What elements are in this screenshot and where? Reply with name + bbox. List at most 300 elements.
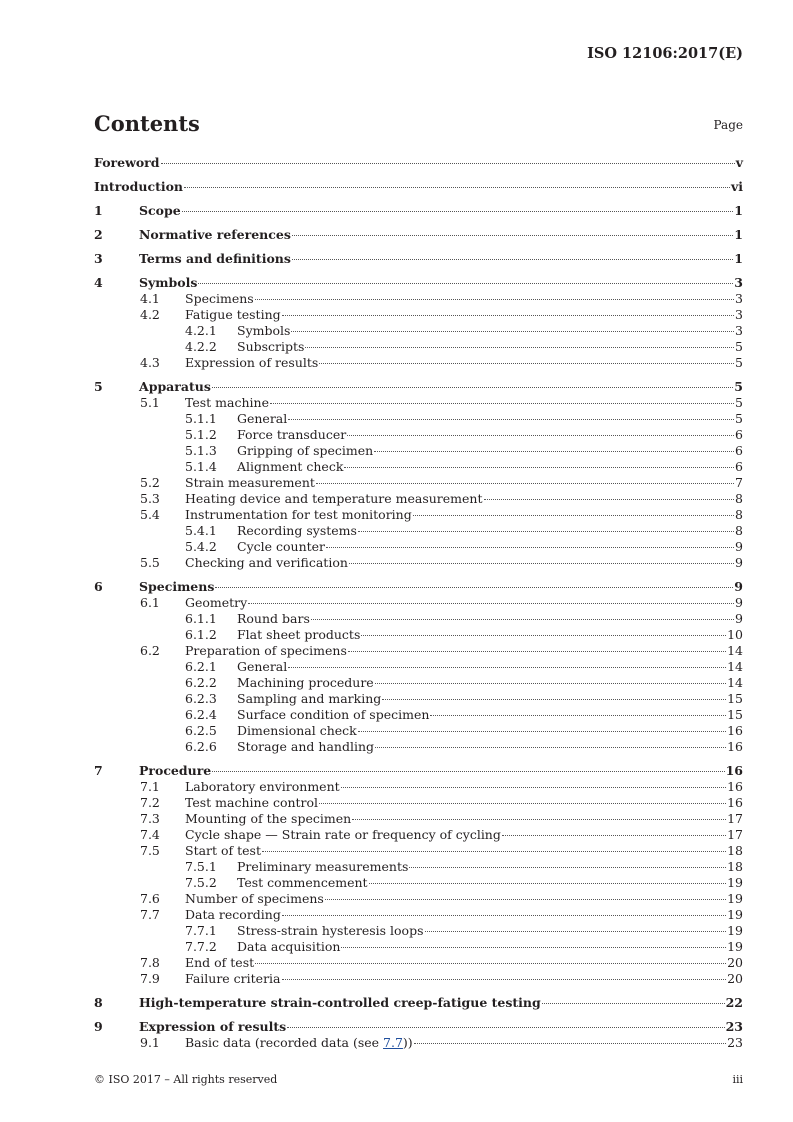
toc-entry-line — [237, 659, 743, 675]
toc-entry-line — [139, 1019, 743, 1035]
toc-entry-number: 7.7 — [140, 907, 160, 922]
toc-entry-label — [139, 275, 197, 291]
toc-entry-line — [139, 995, 743, 1011]
toc-entry-number: 6.2.1 — [185, 659, 217, 674]
toc-entry-line — [185, 555, 743, 571]
dot-leader — [542, 1003, 725, 1004]
toc-entry[interactable] — [94, 595, 743, 611]
dot-leader — [344, 467, 734, 468]
toc-entry-number: 7 — [94, 763, 103, 778]
toc-entry-number: 7.5.1 — [185, 859, 217, 874]
dot-leader — [341, 787, 726, 788]
toc-entry-line — [185, 507, 743, 523]
dot-leader — [248, 603, 734, 604]
toc-entry-number: 7.4 — [140, 827, 160, 842]
dot-leader — [484, 499, 735, 500]
toc-entry-label-text: Terms and definitions — [139, 251, 291, 266]
toc-entry-line — [185, 1035, 743, 1051]
toc-entry-line — [237, 859, 743, 875]
toc-entry[interactable] — [94, 227, 743, 243]
toc-entry-line — [237, 675, 743, 691]
toc-entry-label — [237, 691, 381, 707]
toc-entry-page: 19 — [727, 875, 743, 890]
dot-leader — [430, 715, 726, 716]
dot-leader — [198, 283, 733, 284]
toc-entry-number: 3 — [94, 251, 103, 266]
toc-gap — [94, 371, 743, 379]
toc-entry-label-text: Symbols — [139, 275, 198, 290]
toc-entry-number: 5.4 — [140, 507, 160, 522]
toc-entry-label-text: Storage and handling — [237, 739, 374, 754]
toc-entry[interactable] — [94, 307, 743, 323]
toc-entry-line — [237, 707, 743, 723]
toc-entry-line — [185, 891, 743, 907]
toc-entry-label — [139, 763, 211, 779]
toc-entry[interactable] — [94, 739, 743, 755]
toc-entry-label-text: Machining procedure — [237, 675, 374, 690]
dot-leader — [348, 651, 726, 652]
toc-entry-number: 7.6 — [140, 891, 160, 906]
toc-entry[interactable] — [94, 843, 743, 859]
toc-entry[interactable] — [94, 379, 743, 395]
toc-entry-label-text: Geometry — [185, 595, 248, 610]
toc-entry-label — [139, 1019, 286, 1035]
toc-entry[interactable] — [94, 763, 743, 779]
toc-entry[interactable] — [94, 707, 743, 723]
toc-entry[interactable] — [94, 539, 743, 555]
dot-leader — [352, 819, 726, 820]
toc-entry[interactable] — [94, 507, 743, 523]
toc-entry[interactable] — [94, 523, 743, 539]
toc-entry-label-text: Dimensional check — [237, 723, 357, 738]
toc-entry-line — [185, 595, 743, 611]
toc-entry[interactable] — [94, 555, 743, 571]
toc-entry-line — [237, 411, 743, 427]
toc-entry-line — [185, 355, 743, 371]
toc-entry-page: 14 — [727, 643, 743, 658]
toc-entry[interactable] — [94, 1035, 743, 1051]
toc-entry-label — [139, 203, 181, 219]
toc-entry-number: 2 — [94, 227, 103, 242]
toc-entry-label-text: Mounting of the specimen — [185, 811, 352, 826]
toc-entry[interactable] — [94, 251, 743, 267]
toc-gap — [94, 195, 743, 203]
toc-gap — [94, 1011, 743, 1019]
toc-entry-label-text: Subscripts — [237, 339, 305, 354]
toc-entry-page: 17 — [727, 811, 743, 826]
toc-entry-label-text: Preliminary measurements — [237, 859, 409, 874]
toc-entry-page: 19 — [727, 891, 743, 906]
toc-entry[interactable] — [94, 659, 743, 675]
toc-entry-line — [237, 459, 743, 475]
toc-entry-label — [237, 659, 287, 675]
toc-entry[interactable] — [94, 723, 743, 739]
toc-entry-line — [185, 907, 743, 923]
toc-entry-line — [185, 827, 743, 843]
toc-entry-label-text: Flat sheet products — [237, 627, 361, 642]
page-title: Contents — [94, 111, 200, 136]
dot-leader — [212, 771, 724, 772]
dot-leader — [212, 387, 733, 388]
toc-entry-label-text: Procedure — [139, 763, 212, 778]
toc-entry-label-text: Failure criteria — [185, 971, 281, 986]
toc-entry[interactable] — [94, 323, 743, 339]
toc-entry-label-text: Cycle shape — Strain rate or frequency of cycling — [185, 827, 501, 842]
dot-leader — [369, 883, 727, 884]
toc-entry-label — [185, 355, 318, 371]
toc-entry-number: 6.2.3 — [185, 691, 217, 706]
toc-gap — [94, 219, 743, 227]
toc-entry-label — [185, 971, 281, 987]
dot-leader — [325, 899, 726, 900]
toc-entry-label — [237, 459, 343, 475]
dot-leader — [282, 979, 727, 980]
dot-leader — [349, 563, 734, 564]
toc-entry-number: 6.2.5 — [185, 723, 217, 738]
toc-entry-page: 20 — [727, 971, 743, 986]
toc-entry-page: 18 — [727, 859, 743, 874]
toc-entry[interactable] — [94, 275, 743, 291]
toc-entry-line — [185, 491, 743, 507]
toc-entry-number: 5.1.2 — [185, 427, 217, 442]
toc-entry-label — [185, 795, 318, 811]
toc-entry-label-text: Force transducer — [237, 427, 347, 442]
toc-entry[interactable] — [94, 827, 743, 843]
toc-entry-label-text: Round bars — [237, 611, 310, 626]
dot-leader — [255, 299, 734, 300]
document-code: ISO 12106:2017(E) — [587, 45, 743, 62]
toc-entry-number: 6.1.2 — [185, 627, 217, 642]
toc-entry-number: 5.5 — [140, 555, 160, 570]
dot-leader — [184, 187, 730, 188]
toc-entry-number: 7.7.2 — [185, 939, 217, 954]
toc-entry-label — [185, 811, 351, 827]
toc-entry-label-text: Sampling and marking — [237, 691, 382, 706]
toc-entry-line — [94, 179, 743, 195]
toc-entry-number: 5 — [94, 379, 103, 394]
toc-entry-label — [237, 859, 408, 875]
toc-entry-number: 5.1.4 — [185, 459, 217, 474]
toc-entry-number: 5.3 — [140, 491, 160, 506]
toc-entry-label — [185, 891, 324, 907]
toc-entry-line — [237, 875, 743, 891]
toc-entry-line — [185, 475, 743, 491]
toc-entry-page: 5 — [735, 355, 743, 370]
toc-entry-line — [185, 643, 743, 659]
toc-entry-line — [185, 971, 743, 987]
toc-entry[interactable] — [94, 939, 743, 955]
toc-entry-page: 5 — [735, 395, 743, 410]
toc-entry-label-text: Checking and verification — [185, 555, 348, 570]
dot-leader — [262, 851, 726, 852]
toc-entry-number: 4.2.2 — [185, 339, 217, 354]
toc-entry-label — [185, 507, 412, 523]
toc-entry-line — [237, 723, 743, 739]
toc-entry-label — [237, 627, 360, 643]
dot-leader — [182, 211, 734, 212]
toc-entry-line — [185, 811, 743, 827]
toc-entry[interactable] — [94, 395, 743, 411]
dot-leader — [375, 747, 726, 748]
toc-entry-page: 20 — [727, 955, 743, 970]
toc-entry-page: 15 — [727, 707, 743, 722]
toc-entry-line — [237, 611, 743, 627]
toc-entry-label — [237, 739, 374, 755]
toc-gap — [94, 571, 743, 579]
toc-entry-page: 1 — [734, 203, 743, 218]
toc-entry[interactable] — [94, 971, 743, 987]
toc-entry[interactable] — [94, 443, 743, 459]
dot-leader — [288, 667, 726, 668]
toc-entry-line — [237, 939, 743, 955]
toc-entry[interactable] — [94, 291, 743, 307]
toc-entry-page: 6 — [735, 443, 743, 458]
toc-entry-label-text: Basic data (recorded data (see — [185, 1035, 384, 1050]
toc-entry-number: 9 — [94, 1019, 103, 1034]
toc-entry[interactable] — [94, 355, 743, 371]
toc-entry[interactable] — [94, 411, 743, 427]
toc-entry-label-text: Start of test — [185, 843, 261, 858]
toc-entry-label — [237, 539, 325, 555]
toc-entry-label — [185, 907, 281, 923]
toc-entry[interactable] — [94, 995, 743, 1011]
dot-leader — [358, 531, 734, 532]
toc-entry-number: 5.4.2 — [185, 539, 217, 554]
toc-entry-page: 9 — [735, 555, 743, 570]
toc-entry-line — [237, 427, 743, 443]
toc-entry-label — [237, 427, 346, 443]
dot-leader — [409, 867, 726, 868]
toc-entry-label — [237, 939, 340, 955]
toc-entry-number: 5.1.1 — [185, 411, 217, 426]
dot-leader — [161, 163, 735, 164]
toc-entry-label — [185, 1035, 413, 1051]
toc-entry-page: 16 — [727, 723, 743, 738]
dot-leader — [287, 1027, 724, 1028]
toc-entry-page: vi — [730, 179, 743, 194]
toc-entry[interactable] — [94, 1019, 743, 1035]
toc-gap — [94, 171, 743, 179]
toc-entry-label-text: Symbols — [237, 323, 291, 338]
toc-entry-page: 3 — [734, 275, 743, 290]
toc-entry-number: 6.2.6 — [185, 739, 217, 754]
dot-leader — [361, 635, 726, 636]
toc-entry-label — [185, 827, 501, 843]
dot-leader — [347, 435, 734, 436]
toc-entry[interactable] — [94, 859, 743, 875]
toc-entry-label-text: General — [237, 659, 288, 674]
toc-entry-page: 19 — [727, 907, 743, 922]
toc-entry-number: 6.2 — [140, 643, 160, 658]
dot-leader — [305, 347, 734, 348]
toc-entry-line — [237, 739, 743, 755]
toc-entry-page: 17 — [727, 827, 743, 842]
toc-entry[interactable] — [94, 459, 743, 475]
toc-entry-number: 7.7.1 — [185, 923, 217, 938]
toc-entry-label-text: Test machine control — [185, 795, 319, 810]
toc-entry-label — [237, 523, 357, 539]
toc-entry-number: 5.1 — [140, 395, 160, 410]
toc-entry-number: 7.5 — [140, 843, 160, 858]
toc-entry-number: 5.1.3 — [185, 443, 217, 458]
toc-entry-label — [237, 443, 373, 459]
toc-entry-page: 8 — [735, 523, 743, 538]
toc-entry-label-text: Scope — [139, 203, 181, 218]
page-column-label: Page — [713, 118, 743, 132]
dot-leader — [316, 483, 734, 484]
toc-entry-line — [185, 779, 743, 795]
toc-entry[interactable] — [94, 875, 743, 891]
toc-entry-label — [185, 491, 483, 507]
toc-entry[interactable] — [94, 491, 743, 507]
toc-entry[interactable] — [94, 203, 743, 219]
toc-entry[interactable] — [94, 627, 743, 643]
toc-entry-label-text: Foreword — [94, 155, 160, 170]
toc-entry-label — [237, 411, 287, 427]
toc-entry[interactable] — [94, 427, 743, 443]
toc-entry[interactable] — [94, 923, 743, 939]
table-of-contents — [94, 155, 743, 1051]
toc-entry-number: 4 — [94, 275, 103, 290]
toc-entry-number: 6.2.4 — [185, 707, 217, 722]
toc-entry-label — [237, 723, 357, 739]
toc-entry[interactable] — [94, 475, 743, 491]
toc-entry-number: 5.4.1 — [185, 523, 217, 538]
toc-entry-line — [237, 923, 743, 939]
toc-entry-page: 18 — [727, 843, 743, 858]
dot-leader — [382, 699, 726, 700]
toc-entry[interactable] — [94, 579, 743, 595]
dot-leader — [319, 803, 726, 804]
toc-entry-number: 7.2 — [140, 795, 160, 810]
toc-entry-line — [139, 275, 743, 291]
toc-entry-line — [185, 291, 743, 307]
toc-entry-page: 1 — [734, 227, 743, 242]
toc-gap — [94, 987, 743, 995]
toc-entry-label — [237, 923, 424, 939]
toc-entry-page: 14 — [727, 675, 743, 690]
toc-entry-line — [139, 227, 743, 243]
toc-entry-line — [237, 523, 743, 539]
toc-entry-line — [237, 323, 743, 339]
toc-entry-label-text: Test commencement — [237, 875, 368, 890]
toc-entry-line — [139, 379, 743, 395]
dot-leader — [270, 403, 734, 404]
toc-entry-number: 7.3 — [140, 811, 160, 826]
toc-entry-label-text: Expression of results — [185, 355, 319, 370]
toc-entry[interactable] — [94, 675, 743, 691]
dot-leader — [375, 683, 726, 684]
toc-entry[interactable] — [94, 891, 743, 907]
footer-copyright: © ISO 2017 – All rights reserved — [94, 1073, 278, 1086]
toc-gap — [94, 243, 743, 251]
toc-entry-label — [237, 675, 374, 691]
toc-entry-page: 1 — [734, 251, 743, 266]
toc-entry-label-text: Surface condition of specimen — [237, 707, 430, 722]
dot-leader — [255, 963, 726, 964]
toc-entry-number: 6 — [94, 579, 103, 594]
toc-entry-page: 16 — [727, 739, 743, 754]
toc-entry-page: 3 — [735, 291, 743, 306]
toc-entry-label — [139, 579, 214, 595]
toc-entry-page: 16 — [725, 763, 743, 778]
toc-entry[interactable] — [94, 155, 743, 171]
toc-entry[interactable] — [94, 611, 743, 627]
toc-entry[interactable] — [94, 907, 743, 923]
toc-entry[interactable] — [94, 811, 743, 827]
dot-leader — [292, 259, 733, 260]
toc-entry-label — [94, 179, 183, 195]
toc-entry-number: 8 — [94, 995, 103, 1010]
dot-leader — [341, 947, 726, 948]
cross-reference-link[interactable]: 7.7 — [383, 1035, 403, 1050]
dot-leader — [215, 587, 733, 588]
toc-entry[interactable] — [94, 691, 743, 707]
toc-entry-page: 6 — [735, 459, 743, 474]
dot-leader — [292, 235, 733, 236]
toc-entry-label-text: Expression of results — [139, 1019, 287, 1034]
toc-entry-label-text: Test machine — [185, 395, 269, 410]
footer-page-number: iii — [732, 1073, 743, 1086]
toc-entry[interactable] — [94, 339, 743, 355]
toc-entry-label-text: Alignment check — [237, 459, 344, 474]
toc-entry-page: 8 — [735, 491, 743, 506]
toc-entry-line — [185, 307, 743, 323]
toc-entry-label — [237, 707, 429, 723]
toc-entry-label — [139, 379, 211, 395]
toc-entry[interactable] — [94, 779, 743, 795]
toc-entry-line — [237, 627, 743, 643]
toc-entry-label — [139, 251, 291, 267]
dot-leader — [326, 547, 734, 548]
dot-leader — [311, 619, 734, 620]
toc-entry-line — [139, 579, 743, 595]
dot-leader — [282, 315, 734, 316]
toc-entry-label-text: Apparatus — [139, 379, 211, 394]
toc-entry-page: 15 — [727, 691, 743, 706]
dot-leader — [374, 451, 734, 452]
toc-entry-line — [237, 443, 743, 459]
toc-entry-line — [139, 203, 743, 219]
toc-entry-label-text: Recording systems — [237, 523, 357, 538]
toc-entry-page: 5 — [734, 379, 743, 394]
dot-leader — [291, 331, 734, 332]
toc-entry-page: 9 — [735, 539, 743, 554]
toc-entry-line — [139, 251, 743, 267]
toc-entry-number: 7.9 — [140, 971, 160, 986]
toc-entry-line — [185, 795, 743, 811]
toc-entry-page: v — [735, 155, 743, 170]
toc-entry-label — [185, 555, 348, 571]
toc-entry[interactable] — [94, 795, 743, 811]
toc-entry-label-text: Fatigue testing — [185, 307, 281, 322]
toc-entry-line — [185, 395, 743, 411]
toc-entry-label — [237, 611, 310, 627]
toc-entry-label-text: End of test — [185, 955, 255, 970]
dot-leader — [414, 1043, 726, 1044]
toc-entry-page: 9 — [734, 579, 743, 594]
toc-entry[interactable] — [94, 179, 743, 195]
toc-entry[interactable] — [94, 643, 743, 659]
toc-entry-number: 4.1 — [140, 291, 160, 306]
toc-entry[interactable] — [94, 955, 743, 971]
toc-gap — [94, 755, 743, 763]
toc-entry-number: 7.1 — [140, 779, 160, 794]
toc-entry-number: 4.3 — [140, 355, 160, 370]
toc-entry-page: 3 — [735, 323, 743, 338]
toc-entry-label-suffix: )) — [402, 1035, 413, 1050]
toc-entry-label-text: Gripping of specimen — [237, 443, 374, 458]
